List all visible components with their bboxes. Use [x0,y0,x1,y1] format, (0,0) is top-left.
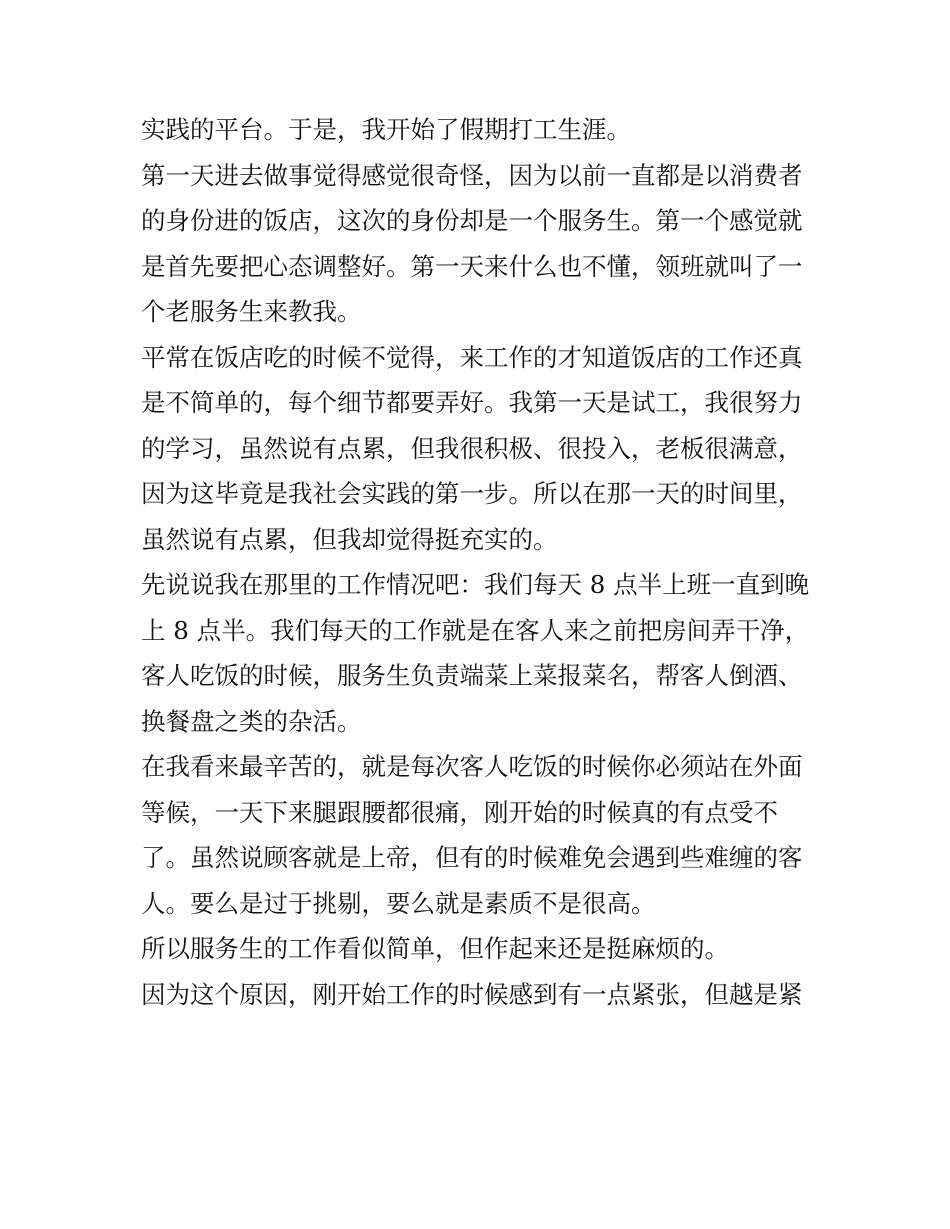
text-line: 是不简单的，每个细节都要弄好。我第一天是试工，我很努力 [141,388,803,417]
document-body [141,107,821,1017]
text-line: 客人吃饭的时候，服务生负责端菜上菜报菜名，帮客人倒酒、 [141,661,803,690]
text-line: 第一天进去做事觉得感觉很奇怪，因为以前一直都是以消费者 [141,160,803,190]
text-line: 在我看来最辛苦的，就是每次客人吃饭的时候你必须站在外面 [141,752,803,781]
text-line: 上 8 点半。我们每天的工作就是在客人来之前把房间弄干净， [141,615,810,645]
text-line: 实践的平台。于是，我开始了假期打工生涯。 [141,115,631,144]
text-line: 先说说我在那里的工作情况吧：我们每天 8 点半上班一直到晚 [141,570,810,599]
text-line: 个老服务生来教我。 [141,297,362,326]
text-line: 因为这毕竟是我社会实践的第一步。所以在那一天的时间里， [141,479,803,508]
text-line: 是首先要把心态调整好。第一天来什么也不懂，领班就叫了一 [141,251,803,281]
text-line: 等候，一天下来腿跟腰都很痛，刚开始的时候真的有点受不 [141,797,778,827]
text-line: 的学习，虽然说有点累，但我很积极、很投入，老板很满意， [141,433,803,463]
text-line: 因为这个原因，刚开始工作的时候感到有一点紧张，但越是紧 [141,979,803,1009]
text-line: 人。要么是过于挑剔，要么就是素质不是很高。 [141,888,656,918]
text-line: 虽然说有点累，但我却觉得挺充实的。 [141,524,558,554]
text-line: 了。虽然说顾客就是上帝，但有的时候难免会遇到些难缠的客 [141,843,803,872]
text-line: 平常在饭店吃的时候不觉得，来工作的才知道饭店的工作还真 [141,342,803,372]
text-line: 换餐盘之类的杂活。 [141,706,362,736]
text-line: 的身份进的饭店，这次的身份却是一个服务生。第一个感觉就 [141,206,803,235]
text-line: 所以服务生的工作看似简单，但作起来还是挺麻烦的。 [141,934,729,963]
